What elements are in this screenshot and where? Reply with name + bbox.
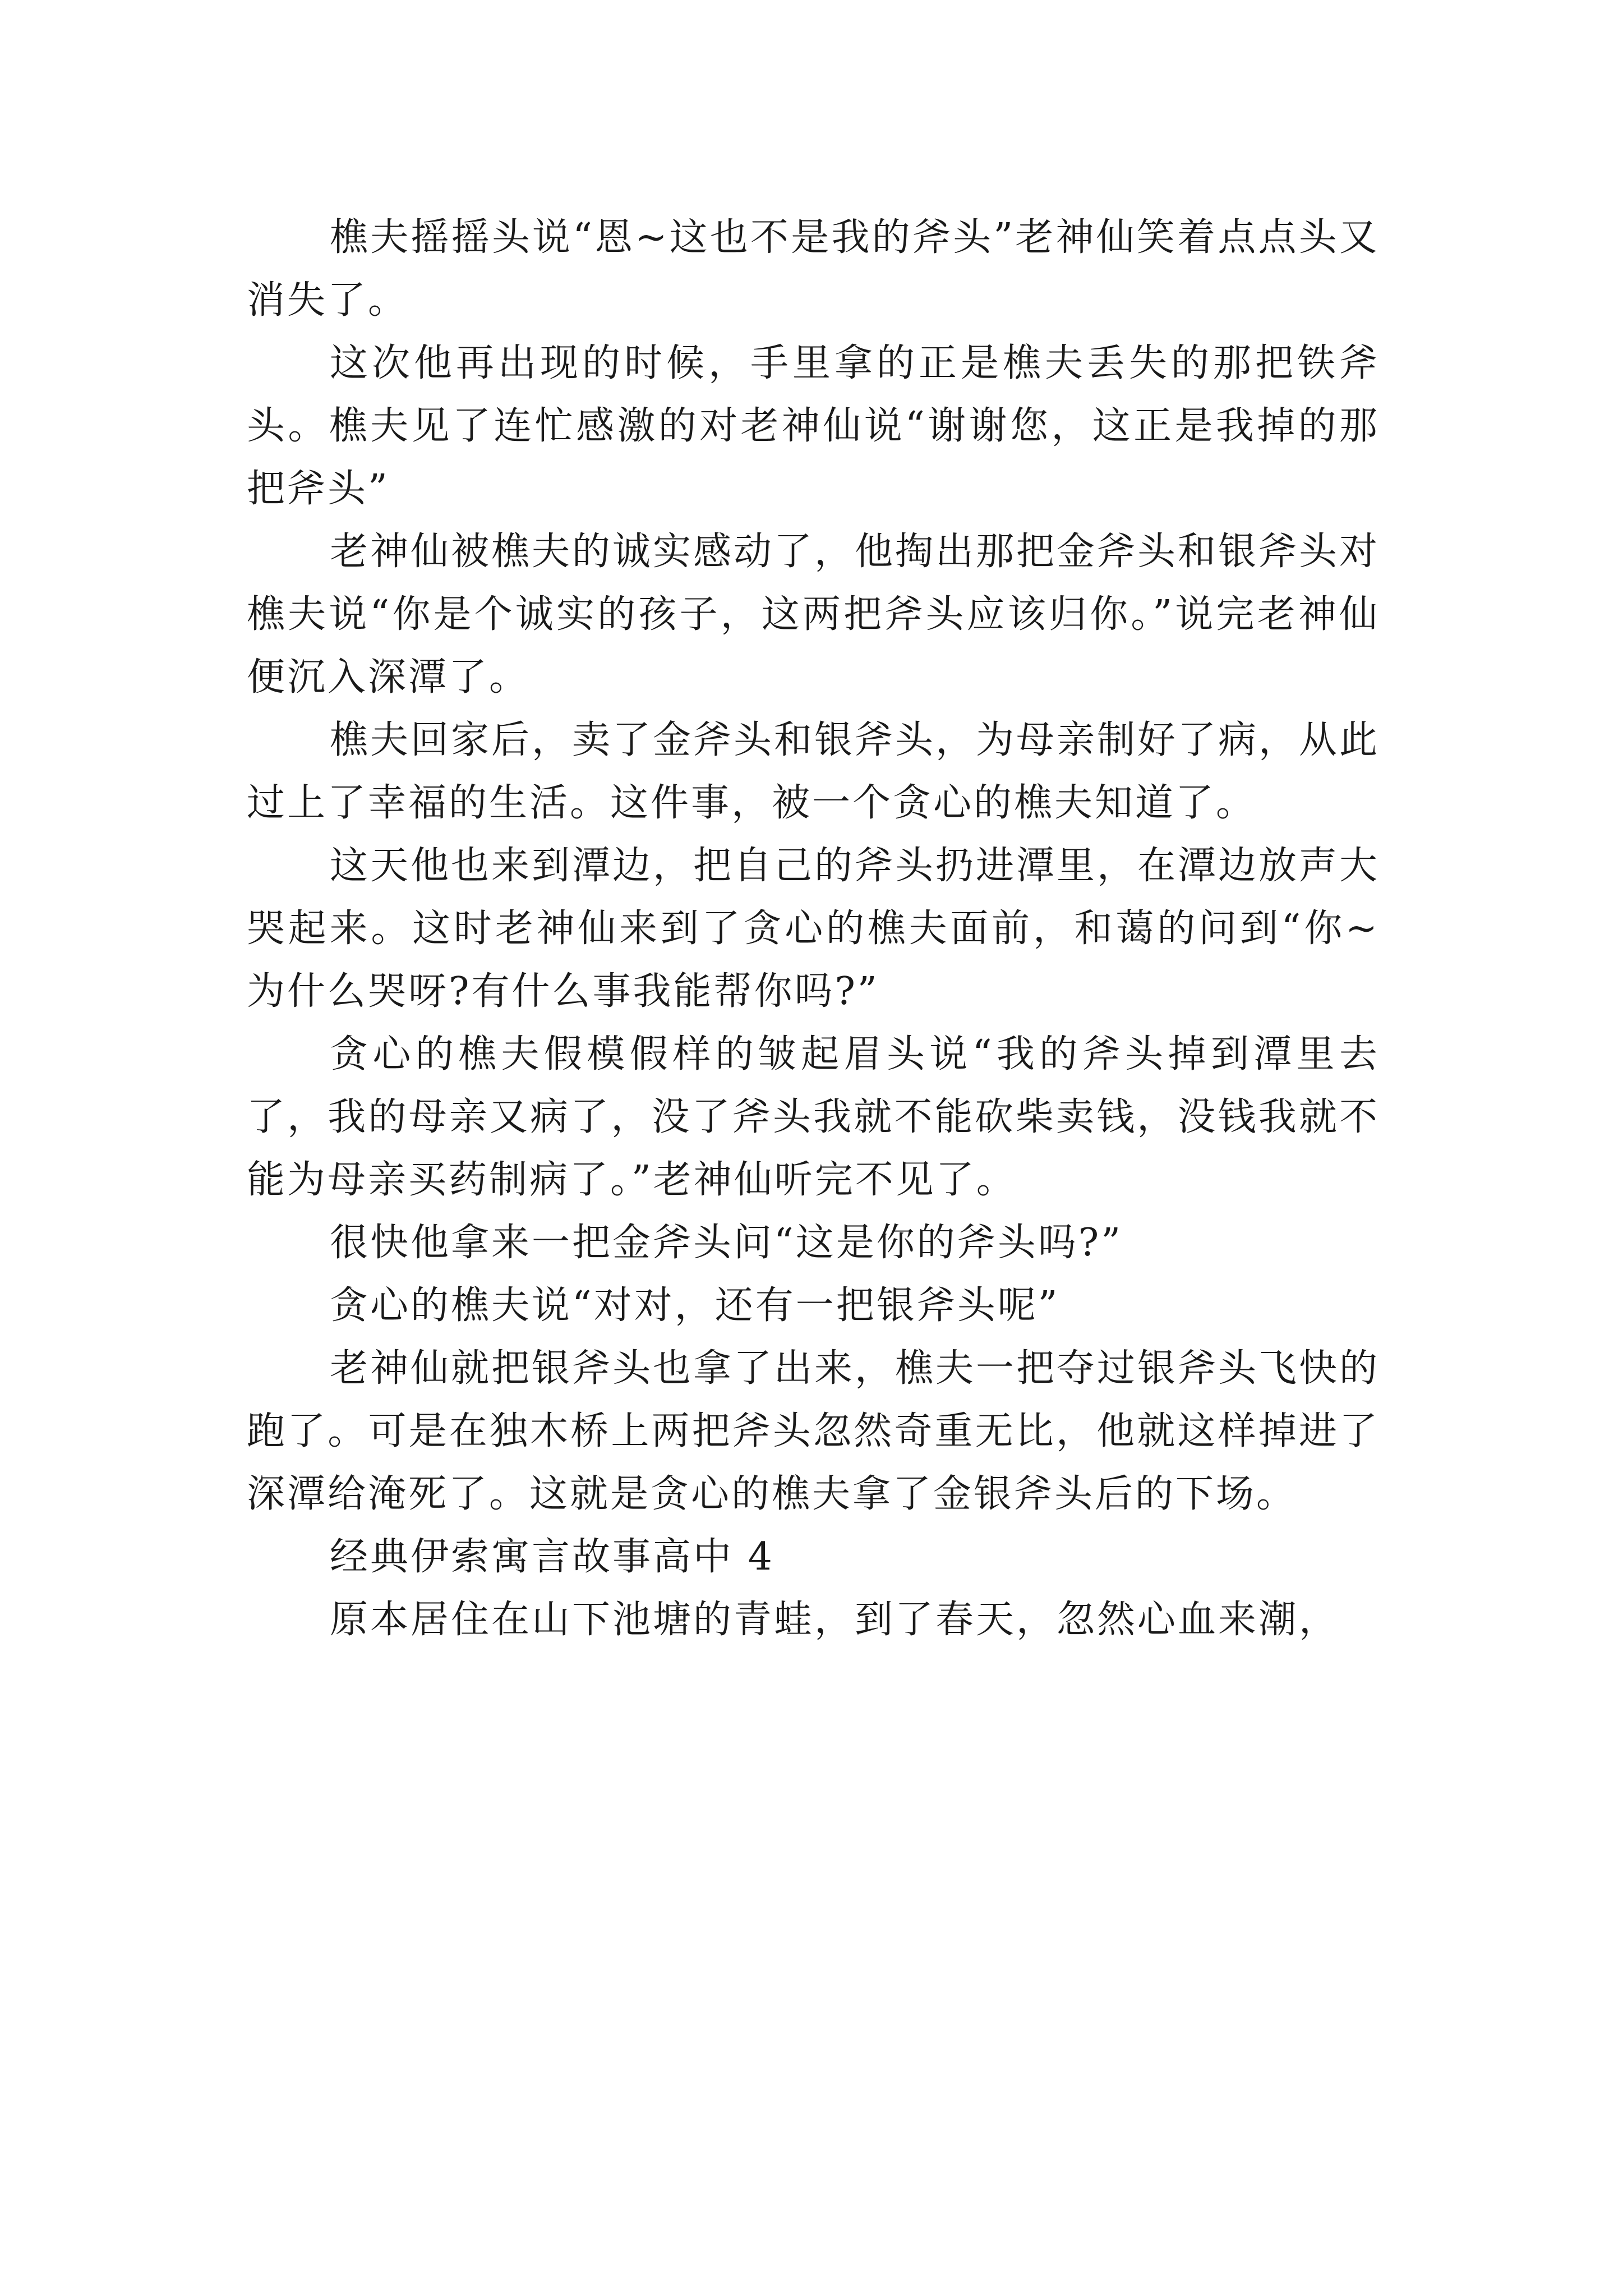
paragraph: 贪心的樵夫说“对对，还有一把银斧头呢” [330,1283,1060,1328]
paragraph: 原本居住在山下池塘的青蛙，到了春天，忽然心血来潮， [330,1598,1340,1642]
section-heading: 经典伊索寓言故事高中 4 [330,1535,774,1579]
paragraph: 樵夫回家后，卖了金斧头和银斧头，为母亲制好了病，从此过上了幸福的生活。这件事，被一个贪心的樵夫知道了。 [247,718,1380,825]
paragraph: 这天他也来到潭边，把自己的斧头扔进潭里，在潭边放声大哭起来。这时老神仙来到了贪心的樵夫面前，和蔼的问到“你~为什么哭呀?有什么事我能帮你吗?” [247,844,1380,1014]
paragraph: 老神仙就把银斧头也拿了出来，樵夫一把夺过银斧头飞快的跑了。可是在独木桥上两把斧头忽然奇重无比，他就这样掉进了深潭给淹死了。这就是贪心的樵夫拿了金银斧头后的下场。 [247,1346,1380,1516]
document-body [247,206,1380,1651]
paragraph: 老神仙被樵夫的诚实感动了，他掏出那把金斧头和银斧头对樵夫说“你是个诚实的孩子，这两把斧头应该归你。”说完老神仙便沉入深潭了。 [247,530,1380,700]
paragraph: 樵夫摇摇头说“恩~这也不是我的斧头”老神仙笑着点点头又消失了。 [247,215,1380,323]
paragraph: 贪心的樵夫假模假样的皱起眉头说“我的斧头掉到潭里去了，我的母亲又病了，没了斧头我就不能砍柴卖钱，没钱我就不能为母亲买药制病了。”老神仙听完不见了。 [247,1032,1380,1202]
paragraph: 这次他再出现的时候，手里拿的正是樵夫丢失的那把铁斧头。樵夫见了连忙感激的对老神仙说“谢谢您，这正是我掉的那把斧头” [247,341,1380,511]
paragraph: 很快他拿来一把金斧头问“这是你的斧头吗?” [330,1221,1123,1265]
